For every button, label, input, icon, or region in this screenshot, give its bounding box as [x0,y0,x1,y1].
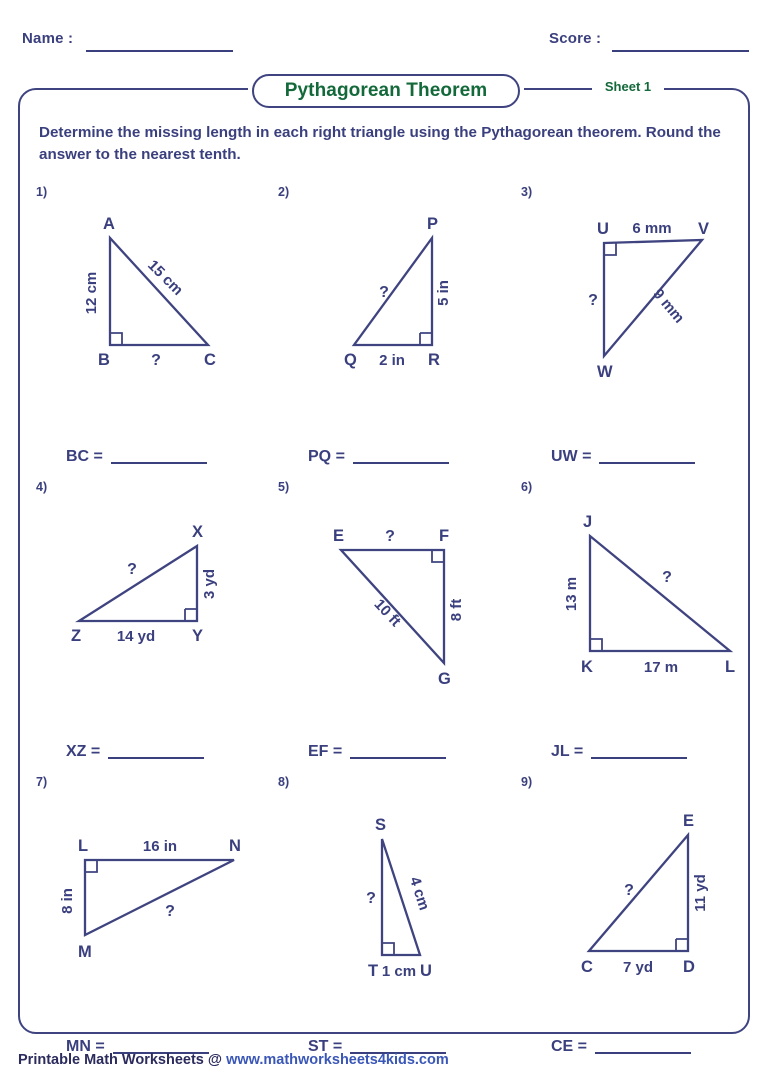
answer-blank[interactable] [353,462,449,464]
vertex-label-c: G [438,670,451,688]
side-label-leg1: 3 yd [201,568,218,600]
vertex-label-c: D [683,958,695,976]
problem-number: 9) [521,775,533,789]
missing-side-marker: ? [151,352,161,369]
problem-5 [278,480,523,770]
missing-side-marker: ? [624,882,634,899]
vertex-label-a: E [333,527,345,545]
side-label-leg1: 8 in [59,888,76,914]
answer-label: PQ = [308,448,345,465]
vertex-label-b: K [581,658,593,676]
score-label: Score : [549,30,602,47]
side-label-leg2: 17 m [643,659,679,676]
missing-side-marker: ? [588,292,598,309]
vertex-label-a: J [583,513,593,531]
answer-label: ST = [308,1038,343,1055]
answer-blank[interactable] [591,757,687,759]
vertex-label-b: T [368,962,379,980]
triangle-figure-3 [521,193,766,403]
missing-side-marker: ? [385,528,395,545]
side-label-leg2: 14 yd [116,628,156,645]
side-label-leg2: 16 in [142,838,178,855]
problem-number: 5) [278,480,290,494]
answer-row-2 [308,449,449,465]
problem-number: 2) [278,185,290,199]
vertex-label-c: R [428,351,440,369]
problem-2 [278,185,523,475]
instruction-text: Determine the missing length in each right triangle using the Pythagorean theorem. Round the answer to the nearest tenth. [39,124,721,164]
side-label-leg2: 7 yd [622,959,654,976]
answer-row-5 [308,744,446,760]
missing-side-marker: ? [127,561,137,578]
problem-4 [36,480,281,770]
vertex-label-c: C [204,351,216,369]
vertex-label-b: Y [192,627,204,645]
vertex-label-a: A [103,215,115,233]
side-label-leg1: 11 yd [692,874,709,912]
side-label-leg1: 13 m [563,576,580,612]
triangle-figure-8 [278,783,523,993]
triangle-figure-5 [278,488,523,698]
side-label-leg1: 5 in [435,280,452,306]
footer-text: Printable Math Worksheets @ [18,1052,227,1068]
vertex-label-c: N [229,837,241,855]
answer-blank[interactable] [108,757,204,759]
vertex-label-c: U [420,962,432,980]
answer-label: UW = [551,448,592,465]
name-score-row [0,30,768,60]
triangle-figure-1 [36,193,281,403]
side-label-hyp: 4 cm [405,874,433,913]
side-label-leg1: 8 ft [448,598,465,622]
vertex-label-a: E [683,812,695,830]
vertex-label-b: Q [344,351,357,369]
answer-blank[interactable] [595,1052,691,1054]
triangle-figure-9 [521,783,766,993]
vertex-label-c: W [597,363,613,381]
triangle-figure-7 [36,783,281,993]
missing-side-marker: ? [662,569,672,586]
problem-number: 4) [36,480,48,494]
side-label-hyp: 9 mm [649,285,688,327]
sheet-number-label: Sheet 1 [604,79,652,94]
side-label-leg1: 1 cm [381,963,417,980]
side-label-leg2: 2 in [379,352,405,369]
vertex-label-b: V [698,220,710,238]
answer-label: JL = [551,743,584,760]
answer-label: XZ = [66,743,101,760]
vertex-label-a: L [78,837,89,855]
footer-credit [18,1052,449,1068]
vertex-label-c: L [725,658,736,676]
vertex-label-a: X [192,523,204,541]
answer-blank[interactable] [111,462,207,464]
worksheet-title-pill [252,74,520,108]
footer-url[interactable]: www.mathworksheets4kids.com [226,1052,449,1068]
page-title: Pythagorean Theorem [284,80,488,101]
vertex-label-b: M [78,943,92,961]
vertex-label-b: F [439,527,450,545]
side-label-hyp: 10 ft [370,595,405,631]
problem-7 [36,775,281,1065]
problem-number: 3) [521,185,533,199]
vertex-label-c: Z [71,627,82,645]
name-input-line[interactable] [86,50,233,52]
problem-number: 8) [278,775,290,789]
answer-blank[interactable] [599,462,695,464]
triangle-figure-6 [521,488,766,698]
vertex-label-a: S [375,816,387,834]
triangle-figure-2 [278,193,523,403]
vertex-label-b: C [581,958,593,976]
missing-side-marker: ? [379,284,389,301]
problem-3 [521,185,766,475]
answer-row-6 [551,744,687,760]
vertex-label-a: U [597,220,609,238]
problem-number: 6) [521,480,533,494]
answer-row-3 [551,449,695,465]
vertex-label-b: B [98,351,110,369]
answer-label: CE = [551,1038,588,1055]
name-label: Name : [22,30,74,47]
answer-row-4 [66,744,204,760]
vertex-label-a: P [427,215,439,233]
answer-row-9 [551,1039,691,1055]
side-label-leg1: 6 mm [632,220,672,237]
score-input-line[interactable] [612,50,749,52]
side-label-hyp: 15 cm [144,256,187,299]
problem-number: 7) [36,775,48,789]
problem-9 [521,775,766,1065]
answer-label: BC = [66,448,103,465]
answer-row-1 [66,449,207,465]
missing-side-marker: ? [366,890,376,907]
triangle-figure-4 [36,488,281,698]
answer-blank[interactable] [350,757,446,759]
answer-label: EF = [308,743,343,760]
answer-label: MN = [66,1038,105,1055]
problem-1 [36,185,281,475]
side-label-leg1: 12 cm [83,271,100,315]
missing-side-marker: ? [165,903,175,920]
problem-6 [521,480,766,770]
problem-8 [278,775,523,1065]
problem-number: 1) [36,185,48,199]
